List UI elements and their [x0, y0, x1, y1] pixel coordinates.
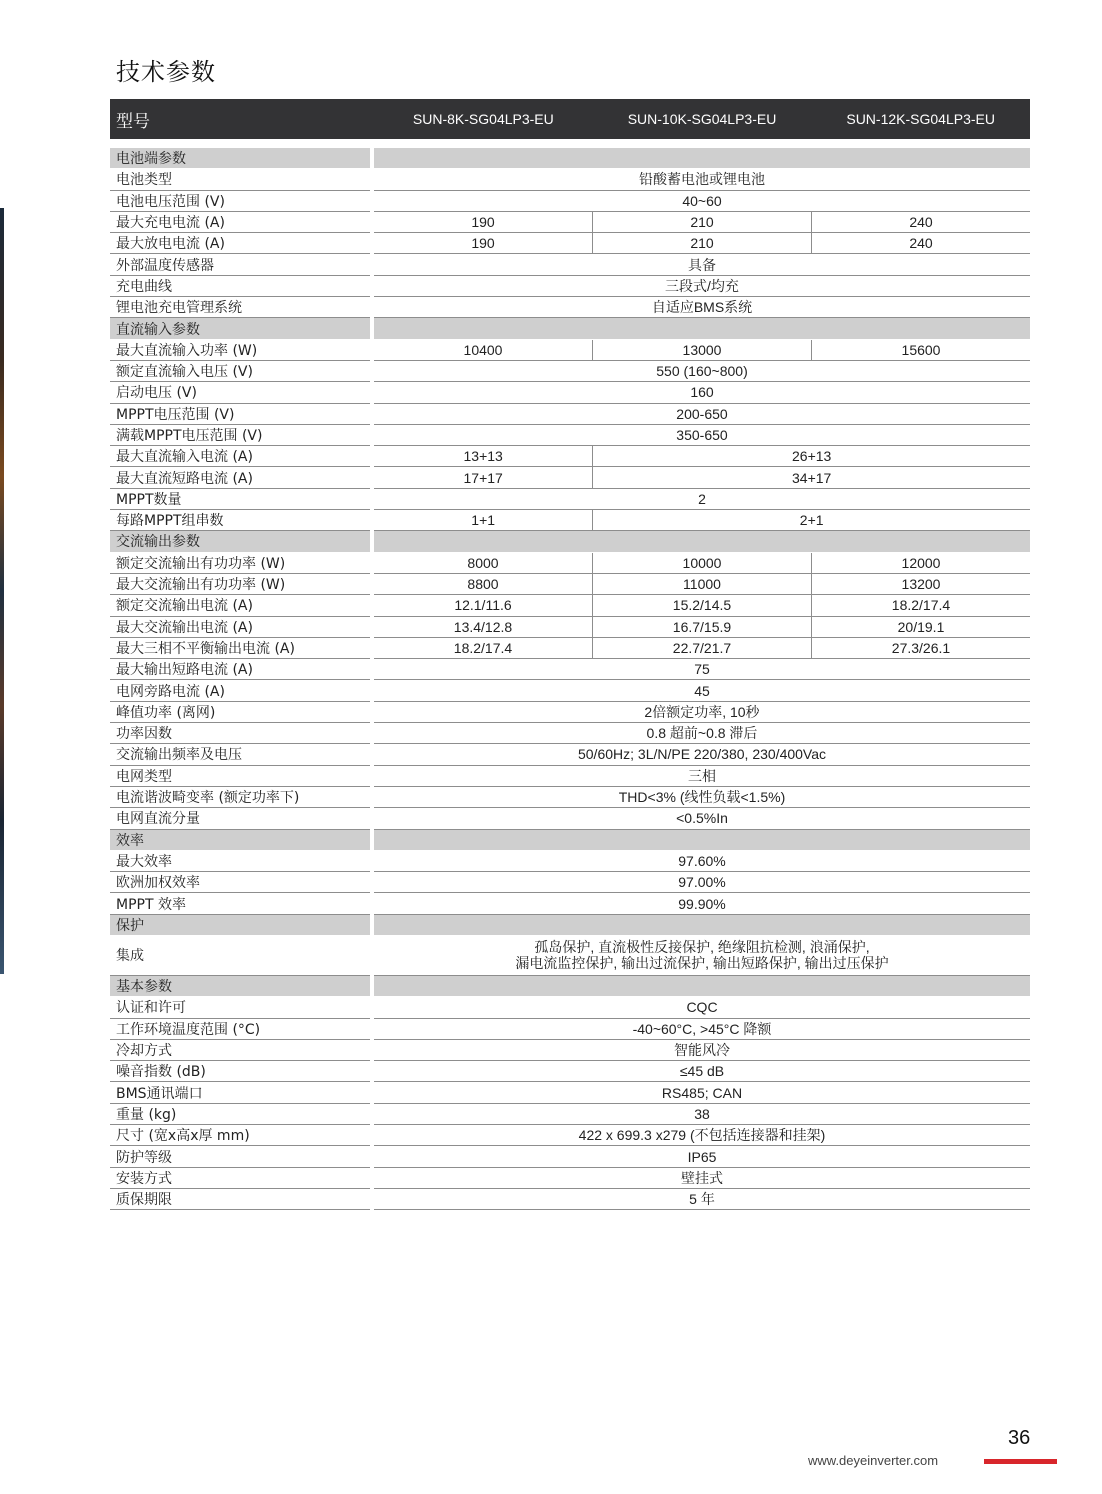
spec-row: [110, 638, 1030, 659]
spec-label: 尺寸 (宽x高x厚 mm): [110, 1125, 370, 1146]
spec-row: [110, 276, 1030, 297]
spec-value: IP65: [687, 1148, 717, 1165]
spec-value: THD<3% (线性负载<1.5%): [618, 789, 786, 806]
spec-values: [374, 851, 1030, 872]
spec-value: 12000: [811, 553, 1030, 573]
spec-values: [374, 169, 1030, 190]
spec-value: 13200: [811, 574, 1030, 594]
spec-value: 240: [811, 212, 1030, 232]
spec-row: [110, 553, 1030, 574]
spec-value: 20/19.1: [811, 617, 1030, 637]
spec-row: [110, 1125, 1030, 1146]
spec-values: [374, 1146, 1030, 1167]
model-column-header: SUN-12K-SG04LP3-EU: [846, 111, 995, 127]
spec-values: [374, 276, 1030, 297]
spec-label: 冷却方式: [110, 1040, 370, 1061]
spec-value: 210: [592, 233, 811, 253]
spec-values: [374, 297, 1030, 318]
model-column-header: SUN-10K-SG04LP3-EU: [627, 111, 777, 127]
spec-value: <0.5%In: [676, 810, 728, 827]
footer-accent-bar: [984, 1459, 1057, 1464]
spec-value: ≤45 dB: [679, 1063, 725, 1080]
spec-value: 三相: [688, 767, 716, 784]
spec-label: 欧洲加权效率: [110, 872, 370, 893]
spec-value: 18.2/17.4: [453, 639, 513, 656]
spec-value: 190: [471, 214, 495, 231]
spec-label: 电流谐波畸变率 (额定功率下): [110, 787, 370, 808]
section-title: 交流输出参数: [110, 531, 370, 552]
spec-row: [110, 680, 1030, 701]
spec-value: 26+13: [592, 446, 1030, 466]
spec-values: [374, 808, 1030, 829]
spec-label: 峰值功率 (离网): [110, 702, 370, 723]
spec-label: 噪音指数 (dB): [110, 1061, 370, 1082]
spec-value: -40~60°C, >45°C 降额: [632, 1020, 772, 1037]
spec-row: [110, 404, 1030, 425]
spec-value: 8000: [467, 554, 499, 571]
spec-value: 智能风冷: [674, 1042, 730, 1059]
spec-values: [374, 148, 1030, 169]
spec-values: [374, 340, 1030, 361]
spec-label: 最大输出短路电流 (A): [110, 659, 370, 680]
spec-label: 最大充电电流 (A): [110, 212, 370, 233]
section-title: 基本参数: [110, 976, 370, 997]
spec-label: 额定直流输入电压 (V): [110, 361, 370, 382]
spec-label: 电池电压范围 (V): [110, 191, 370, 212]
spec-label: 质保期限: [110, 1189, 370, 1210]
spec-row: [110, 169, 1030, 190]
spec-label: 交流输出频率及电压: [110, 744, 370, 765]
spec-value: 40~60: [682, 192, 722, 209]
spec-value: 15.2/14.5: [592, 595, 811, 615]
spec-values: [374, 1125, 1030, 1146]
spec-label: 额定交流输出电流 (A): [110, 595, 370, 616]
spec-values: [374, 191, 1030, 212]
spec-label: 最大交流输出有功功率 (W): [110, 574, 370, 595]
model-label: 型号: [116, 111, 150, 132]
spec-label: 电网类型: [110, 766, 370, 787]
spec-label: 功率因数: [110, 723, 370, 744]
spec-label: MPPT 效率: [110, 893, 370, 914]
spec-label: 电池类型: [110, 169, 370, 190]
spec-row: [110, 787, 1030, 808]
spec-row: [110, 702, 1030, 723]
spec-values: [374, 1104, 1030, 1125]
spec-values: [374, 617, 1030, 638]
spec-value: 27.3/26.1: [811, 638, 1030, 658]
spec-label: 最大直流短路电流 (A): [110, 467, 370, 488]
spec-row: [110, 254, 1030, 275]
model-header-bar: [110, 99, 1030, 139]
spec-value: 12.1/11.6: [454, 597, 512, 614]
spec-value: 17+17: [463, 469, 503, 486]
section-header-row: [110, 318, 1030, 339]
spec-values: [374, 489, 1030, 510]
spec-value: 13+13: [463, 448, 503, 465]
spec-row: [110, 233, 1030, 254]
section-header-row: [110, 531, 1030, 552]
spec-values: [374, 553, 1030, 574]
section-header-row: [110, 148, 1030, 169]
spec-value: 22.7/21.7: [592, 638, 811, 658]
spec-row: [110, 467, 1030, 488]
spec-values: [374, 1082, 1030, 1103]
spec-label: 每路MPPT组串数: [110, 510, 370, 531]
spec-values: [374, 702, 1030, 723]
spec-row: [110, 510, 1030, 531]
spec-value: 45: [694, 682, 710, 699]
spec-value: 具备: [688, 256, 716, 273]
spec-values: [374, 446, 1030, 467]
spec-values: [374, 638, 1030, 659]
spec-value: 160: [690, 384, 714, 401]
spec-values: [374, 254, 1030, 275]
spec-label: 最大三相不平衡输出电流 (A): [110, 638, 370, 659]
spec-row: [110, 808, 1030, 829]
spec-row: [110, 382, 1030, 403]
spec-value: 13000: [592, 340, 811, 360]
spec-row: [110, 1082, 1030, 1103]
spec-value: 550 (160~800): [656, 363, 748, 380]
spec-row: [110, 191, 1030, 212]
spec-label: 最大放电电流 (A): [110, 233, 370, 254]
spec-value: 三段式/均充: [665, 277, 739, 294]
section-header-row: [110, 976, 1030, 997]
spec-label: 最大直流输入功率 (W): [110, 340, 370, 361]
spec-values: [374, 531, 1030, 552]
spec-values: [374, 766, 1030, 787]
left-edge-photo-strip: [0, 208, 4, 974]
spec-label: 安装方式: [110, 1168, 370, 1189]
spec-value: 自适应BMS系统: [651, 299, 753, 316]
spec-value: 15600: [811, 340, 1030, 360]
spec-label: 重量 (kg): [110, 1104, 370, 1125]
spec-values: [374, 574, 1030, 595]
spec-row: [110, 297, 1030, 318]
spec-row: [110, 1189, 1030, 1210]
spec-table: [110, 148, 1030, 1210]
spec-row: [110, 1061, 1030, 1082]
spec-values: [374, 404, 1030, 425]
spec-values: [374, 893, 1030, 914]
spec-value: 75: [694, 661, 710, 678]
spec-label: 额定交流输出有功功率 (W): [110, 553, 370, 574]
spec-row: [110, 489, 1030, 510]
spec-values: [374, 510, 1030, 531]
spec-values: [374, 382, 1030, 403]
spec-value: 50/60Hz; 3L/N/PE 220/380, 230/400Vac: [577, 746, 827, 763]
section-title: 保护: [110, 915, 370, 936]
spec-value: 2倍额定功率, 10秒: [644, 703, 760, 720]
page-title: 技术参数: [116, 58, 216, 86]
spec-value: 10000: [592, 553, 811, 573]
spec-row: [110, 425, 1030, 446]
spec-value: 99.90%: [678, 895, 726, 912]
spec-values: [374, 361, 1030, 382]
spec-value: 97.60%: [678, 852, 726, 869]
section-header-row: [110, 830, 1030, 851]
spec-row: [110, 893, 1030, 914]
spec-value: 11000: [592, 574, 811, 594]
spec-row: [110, 997, 1030, 1018]
section-header-row: [110, 915, 1030, 936]
spec-row: [110, 212, 1030, 233]
spec-values: [374, 1040, 1030, 1061]
spec-value: 38: [694, 1105, 710, 1122]
spec-label: 最大效率: [110, 851, 370, 872]
spec-row: [110, 617, 1030, 638]
spec-row: [110, 872, 1030, 893]
spec-values: [374, 1019, 1030, 1040]
spec-value: 孤岛保护, 直流极性反接保护, 绝缘阻抗检测, 浪涌保护, 漏电流监控保护, 输出过流保护, 输出短路保护, 输出过压保护: [515, 939, 889, 972]
spec-value: 8800: [467, 576, 499, 593]
spec-label: 最大直流输入电流 (A): [110, 446, 370, 467]
spec-value: 10400: [463, 341, 503, 358]
spec-label: 电网直流分量: [110, 808, 370, 829]
spec-values: [374, 467, 1030, 488]
spec-row: [110, 744, 1030, 765]
spec-label: 外部温度传感器: [110, 254, 370, 275]
spec-value: 壁挂式: [681, 1169, 723, 1186]
spec-values: [374, 787, 1030, 808]
spec-row: [110, 1019, 1030, 1040]
spec-row: [110, 723, 1030, 744]
spec-values: [374, 830, 1030, 851]
spec-values: [374, 212, 1030, 233]
spec-values: [374, 723, 1030, 744]
spec-label: 工作环境温度范围 (°C): [110, 1019, 370, 1040]
spec-values: [374, 680, 1030, 701]
spec-value: 0.8 超前~0.8 滞后: [646, 725, 758, 742]
spec-label: 认证和许可: [110, 997, 370, 1018]
spec-row: [110, 936, 1030, 976]
spec-value: 200-650: [676, 405, 728, 422]
spec-row: [110, 1104, 1030, 1125]
spec-values: [374, 744, 1030, 765]
spec-label: 满载MPPT电压范围 (V): [110, 425, 370, 446]
spec-value: 2: [698, 490, 706, 507]
spec-values: [374, 1189, 1030, 1210]
spec-row: [110, 574, 1030, 595]
spec-row: [110, 1146, 1030, 1167]
spec-value: 16.7/15.9: [592, 617, 811, 637]
spec-values: [374, 425, 1030, 446]
spec-values: [374, 915, 1030, 936]
spec-label: 最大交流输出电流 (A): [110, 617, 370, 638]
section-title: 直流输入参数: [110, 318, 370, 339]
website-url: www.deyeinverter.com: [808, 1453, 939, 1468]
spec-row: [110, 340, 1030, 361]
spec-values: [374, 659, 1030, 680]
spec-row: [110, 1168, 1030, 1189]
spec-value: 190: [471, 235, 495, 252]
section-title: 效率: [110, 830, 370, 851]
spec-value: 34+17: [592, 467, 1030, 487]
spec-value: 铅酸蓄电池或锂电池: [639, 171, 765, 188]
spec-values: [374, 1061, 1030, 1082]
spec-value: RS485; CAN: [661, 1084, 743, 1101]
spec-value: 350-650: [676, 427, 728, 443]
spec-values: [374, 1168, 1030, 1189]
spec-row: [110, 659, 1030, 680]
spec-value: CQC: [686, 999, 718, 1016]
spec-value: 2+1: [592, 510, 1030, 530]
spec-value: 240: [811, 233, 1030, 253]
spec-row: [110, 595, 1030, 616]
spec-label: 电网旁路电流 (A): [110, 680, 370, 701]
spec-value: 5 年: [689, 1191, 715, 1208]
spec-label: MPPT电压范围 (V): [110, 404, 370, 425]
spec-value: 210: [592, 212, 811, 232]
spec-value: 97.00%: [678, 874, 726, 891]
spec-values: [374, 595, 1030, 616]
page-number: 36: [1008, 1427, 1031, 1449]
spec-value: 18.2/17.4: [811, 595, 1030, 615]
spec-label: BMS通讯端口: [110, 1082, 370, 1103]
spec-label: 集成: [110, 936, 370, 976]
spec-value: 1+1: [471, 512, 496, 529]
spec-row: [110, 446, 1030, 467]
model-column-header: SUN-8K-SG04LP3-EU: [412, 111, 554, 127]
spec-row: [110, 361, 1030, 382]
spec-values: [374, 997, 1030, 1018]
spec-values: [374, 318, 1030, 339]
spec-label: MPPT数量: [110, 489, 370, 510]
spec-values: [374, 233, 1030, 254]
spec-label: 防护等级: [110, 1146, 370, 1167]
spec-label: 锂电池充电管理系统: [110, 297, 370, 318]
spec-label: 启动电压 (V): [110, 382, 370, 403]
spec-values: [374, 936, 1030, 976]
spec-value: 13.4/12.8: [453, 618, 513, 635]
spec-row: [110, 766, 1030, 787]
spec-values: [374, 976, 1030, 997]
spec-value: 422 x 699.3 x279 (不包括连接器和挂架): [578, 1127, 826, 1144]
spec-values: [374, 872, 1030, 893]
spec-label: 充电曲线: [110, 276, 370, 297]
spec-row: [110, 851, 1030, 872]
spec-row: [110, 1040, 1030, 1061]
section-title: 电池端参数: [110, 148, 370, 169]
